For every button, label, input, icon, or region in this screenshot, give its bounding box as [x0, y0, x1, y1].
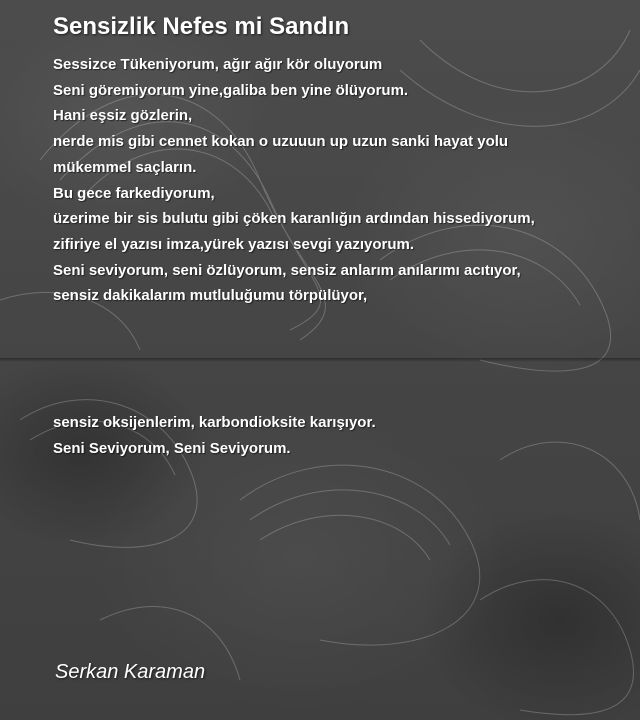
poem-line: sensiz dakikalarım mutluluğumu törpülüyor,	[53, 287, 368, 305]
poem-line: Seni göremiyorum yine,galiba ben yine ölüyorum.	[53, 81, 409, 99]
poem-line: zifiriye el yazısı imza,yürek yazısı sevgi yazıyorum.	[53, 235, 415, 253]
poem-title: Sensizlik Nefes mi Sandın	[53, 13, 350, 40]
poem-line: Sessizce Tükeniyorum, ağır ağır kör oluyorum	[53, 56, 383, 73]
poem-line: Seni Seviyorum, Seni Seviyorum.	[53, 439, 291, 457]
poem-line: mükemmel saçların.	[53, 158, 197, 176]
poem-stanza-1	[53, 52, 535, 309]
poem-line: nerde mis gibi cennet kokan o uzuuun up uzun sanki hayat yolu	[53, 133, 509, 151]
poem-stanza-2	[53, 410, 376, 461]
poem-author: Serkan Karaman	[55, 661, 206, 683]
poem-line: üzerime bir sis bulutu gibi çöken karanlığın ardından hissediyorum,	[53, 210, 535, 228]
poem-line: sensiz oksijenlerim, karbondioksite karışıyor.	[53, 414, 376, 431]
poem-line: Hani eşsiz gözlerin,	[53, 107, 193, 125]
poem-line: Seni seviyorum, seni özlüyorum, sensiz anlarım anılarımı acıtıyor,	[53, 261, 521, 279]
poem-line: Bu gece farkediyorum,	[53, 184, 215, 202]
section-divider	[0, 358, 640, 362]
